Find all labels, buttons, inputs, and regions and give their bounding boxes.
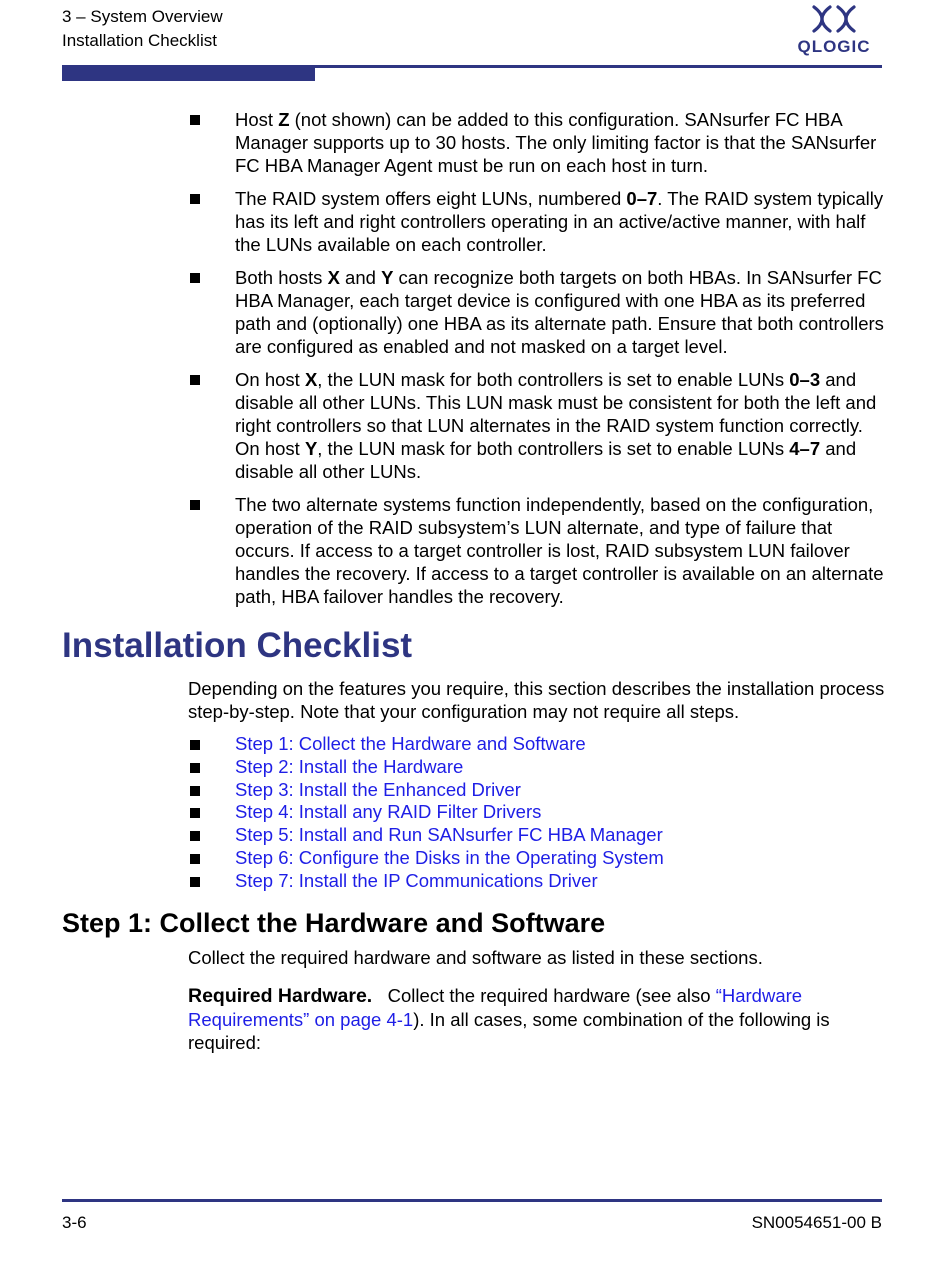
installation-checklist-heading: Installation Checklist (62, 626, 413, 665)
qlogic-logo-icon (810, 3, 858, 35)
step-6-link[interactable]: Step 6: Configure the Disks in the Operating System (235, 846, 664, 868)
header-accent-bar (62, 68, 315, 81)
qlogic-logo (788, 3, 880, 59)
hardware-requirements-link[interactable]: “Hardware Requirements” on page 4-1 (188, 985, 803, 1030)
bullet-square-icon (190, 375, 200, 385)
step-7-link[interactable]: Step 7: Install the IP Communications Driver (235, 869, 598, 891)
list-item (188, 756, 888, 779)
step-4-link[interactable]: Step 4: Install any RAID Filter Drivers (235, 801, 542, 823)
bullet-square-icon (190, 763, 200, 773)
required-hardware-label: Required Hardware. (188, 985, 373, 1007)
step-1-intro: Collect the required hardware and software as listed in these sections. (188, 947, 763, 968)
list-item: The RAID system offers eight LUNs, numbered 0–7. The RAID system typically has its left and right controllers operating in an active/active manner, with half the LUNs available on each controller. (188, 187, 888, 256)
list-item (188, 779, 888, 802)
document-id: SN0054651-00 B (751, 1213, 882, 1232)
bullet-square-icon (190, 831, 200, 841)
steps-link-list (188, 733, 888, 893)
list-item: Both hosts X and Y can recognize both targets on both HBAs. In SANsurfer FC HBA Manager, each target device is configured with one HBA as its preferred path and (optionally) one HBA as its alternate path. Ensure that both controllers are configured as enabled and not masked on a target level. (188, 266, 888, 358)
list-item (188, 870, 888, 893)
bullet-square-icon (190, 194, 200, 204)
page-number: 3-6 (62, 1213, 87, 1232)
bullet-square-icon (190, 786, 200, 796)
step-5-link[interactable]: Step 5: Install and Run SANsurfer FC HBA Manager (235, 824, 663, 846)
bullet-square-icon (190, 854, 200, 864)
step-1-heading: Step 1: Collect the Hardware and Software (62, 908, 606, 938)
bullet-square-icon (190, 273, 200, 283)
configuration-notes-list (188, 108, 888, 618)
list-item (188, 847, 888, 870)
chapter-title: 3 – System Overview (62, 7, 223, 26)
bullet-square-icon (190, 115, 200, 125)
bullet-square-icon (190, 877, 200, 887)
section-title: Installation Checklist (62, 31, 217, 50)
step-3-link[interactable]: Step 3: Install the Enhanced Driver (235, 778, 521, 800)
list-item (188, 733, 888, 756)
logo-wordmark: QLOGIC (797, 37, 871, 56)
bullet-square-icon (190, 740, 200, 750)
list-item (188, 801, 888, 824)
bullet-square-icon (190, 808, 200, 818)
required-hardware-paragraph: Required Hardware. Collect the required hardware (see also “Hardware Requirements” on page 4-1). In all cases, some combination of the following is required: (188, 985, 830, 1053)
step-2-link[interactable]: Step 2: Install the Hardware (235, 755, 464, 777)
step-1-link[interactable]: Step 1: Collect the Hardware and Software (235, 733, 586, 754)
list-item: Host Z (not shown) can be added to this configuration. SANsurfer FC HBA Manager supports up to 30 hosts. The only limiting factor is that the SANsurfer FC HBA Manager Agent must be run on each host in turn. (188, 108, 888, 177)
bullet-square-icon (190, 500, 200, 510)
list-item (188, 824, 888, 847)
list-item: On host X, the LUN mask for both controllers is set to enable LUNs 0–3 and disable all other LUNs. This LUN mask must be consistent for both the left and right controllers so that LUN alternates in the RAID system function correctly. On host Y, the LUN mask for both controllers is set to enable LUNs 4–7 and disable all other LUNs. (188, 368, 888, 483)
footer-rule (62, 1199, 882, 1202)
checklist-intro: Depending on the features you require, this section describes the installation process step-by-step. Note that your configuration may not require all steps. (188, 678, 885, 722)
list-item: The two alternate systems function independently, based on the configuration, operation of the RAID subsystem’s LUN alternate, and type of failure that occurs. If access to a target controller is lost, RAID subsystem LUN failover handles the recovery. If access to a target controller is available on an alternate path, HBA failover handles the recovery. (188, 493, 888, 608)
